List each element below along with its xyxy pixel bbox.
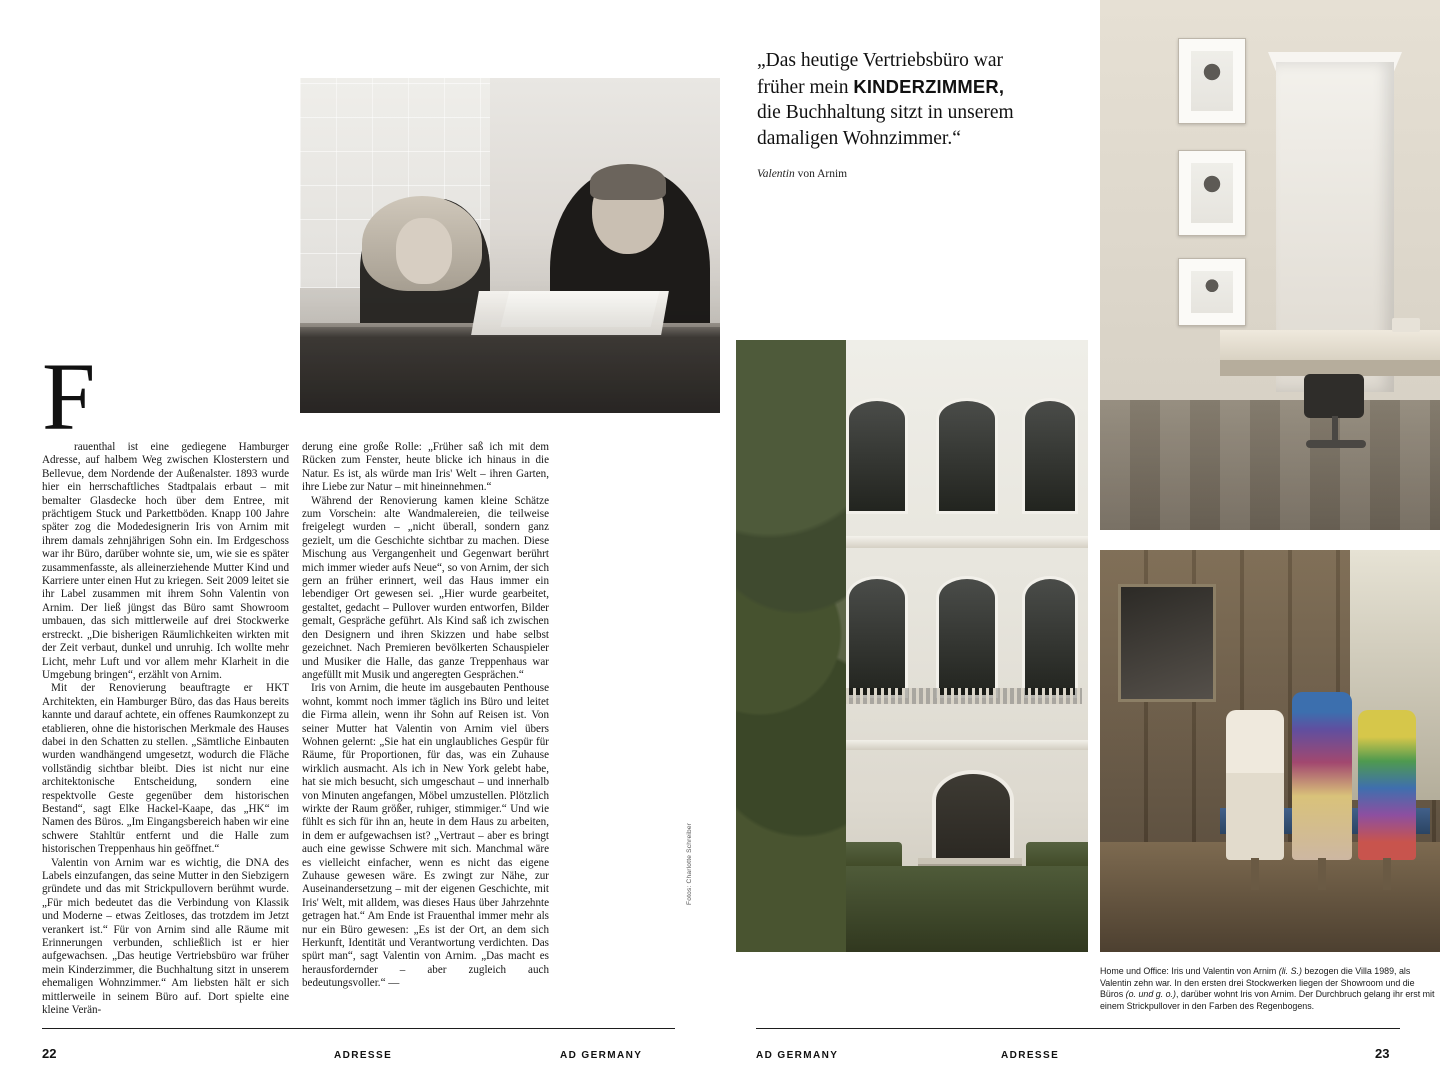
- paragraph: rauenthal ist eine gediegene Hamburger Adresse, auf halbem Weg zwischen Klosterstern und Bellevue, dem Nordende der Außenalster. 1893 wurde hier ein herrschaftliches Stadtpalais erbaut – mit bemalter Glasdecke hoch über dem Entree, mit prächtigem Stuck und Parkettböden. Knapp 100 Jahre später zog die Modedesignerin Iris von Arnim mit ihrem damals zehnjährigen Sohn ein. Im Erdgeschoss war ihr Büro, darüber wohnte sie, um, wie sie es später zusammenfasste, als alleinerziehende Mutter Kind und Karriere unter einen Hut zu kriegen. Seit 2009 leitet sie ihr Label zusammen mit ihrem Sohn Valentin von Arnim. Der ließ jüngst das Büro samt Showroom umbauen, das sich mittlerweile auf drei Stockwerke erstreckt. „Die bisherigen Räumlichkeiten wirkten mit der Zeit verbaut, dunkel und unruhig. Ich wollte mehr Licht, mehr Luft und vor allem mehr Klarheit in die Umgebung bringen“, erzählt von Arnim.: [42, 441, 289, 681]
- chair-base: [1306, 440, 1366, 448]
- right-page-number: 23: [1375, 1046, 1390, 1061]
- paragraph: Mit der Renovierung beauftragte er HKT Architekten, ein Hamburger Büro, das das Haus bereits kannte und darauf achtete, ein offenes Raumkonzept zu etablieren, ohne die historischen Merkmale des Hauses dabei in den Schatten zu stellen. „Sämtliche Einbauten wurden wandhängend umgesetzt, wodurch die Fläche vollständig sichtbar bleibt. Dies ist nicht nur eine architektonische Entscheidung, sondern eine respektvolle Geste gegenüber dem historischen Bestand“, sagt Elke Hackel-Kaape, das „HK“ im Namen des Büros. „Im Eingangsbereich haben wir eine schwere Stahltür entfernt und die Halle zum historischen Treppenhaus hin geöffnet.“: [42, 682, 289, 856]
- pull-quote-line-1: „Das heutige Vertriebsbüro war: [757, 50, 1004, 71]
- mannequin-sweater-striped: [1358, 710, 1416, 860]
- mannequin-sweater-rainbow: [1292, 692, 1352, 860]
- showroom-painting: [1118, 584, 1216, 702]
- framed-artwork: [1178, 258, 1246, 326]
- caption-mid-1: bezogen die Villa 1989, als Valentin zehn war. In den ersten drei Stockwerken liegen der Showroom und die Büros: [1100, 966, 1415, 1000]
- office-photo: [1100, 0, 1440, 530]
- chair-stem: [1332, 416, 1338, 442]
- villa-facade-photo: [736, 340, 1088, 952]
- pull-quote-attribution: [757, 168, 847, 180]
- artwork-image: [1191, 51, 1233, 111]
- drop-cap: F: [42, 343, 96, 450]
- paragraph: Iris von Arnim, die heute im ausgebauten Penthouse wohnt, kommt noch immer täglich ins Büro und leitet die Firma allein, wenn ihr Sohn auf Reisen ist. Von seiner Mutter hat Valentin von Arnim viel übers Wohnen gelernt: „Sie hat ein unglaubliches Gespür für Räume, für Proportionen, für das, was ein Zuhause wirklich ausmacht. Als ich in New York gelebt habe, hat sie mich besucht, sich umgeschaut – und innerhalb von Minuten angefangen, Möbel umzustellen. Plötzlich wirkte der Raum größer, ruhiger, stimmiger.“ Und wie fühlt es sich für ihn an, heute in dem Haus zu arbeiten, in dem er aufgewachsen ist? „Vertraut – aber es bringt auch eine gewisse Schwere mit sich. Manchmal wäre es vielleicht einfacher, wenn es nicht das eigene Zuhause gewesen wäre. Es zwingt zur Nähe, zur Auseinandersetzung – mit der eigenen Geschichte, mit Iris' Welt, mit alldem, was dieses Haus über Jahrzehnte getragen hat.“ Am Ende ist Frauenthal immer mehr als nur ein Büro gewesen: „Es ist der Ort, an dem sich Herkunft, Identität und Verantwortung verdichten. Das spürt man“, sagt Valentin von Arnim. „Das macht es herausfordernder – aber zugleich auch bedeutungsvoller.“ —: [302, 682, 549, 990]
- attribution-last-name: von Arnim: [794, 168, 848, 180]
- photo-hair-left: [362, 196, 482, 291]
- framed-artwork: [1178, 38, 1246, 124]
- facade-balcony: [832, 688, 1082, 704]
- meeting-table: [1220, 330, 1440, 360]
- facade-window: [846, 576, 908, 698]
- showroom-photo: [1100, 550, 1440, 952]
- photo-papers-top: [501, 291, 660, 327]
- garden-trees: [736, 340, 846, 952]
- photo-tiles: [300, 78, 490, 288]
- pull-quote-line-3: die Buchhaltung sitzt in unserem: [757, 102, 1014, 123]
- paragraph: Während der Renovierung kamen kleine Schätze zum Vorschein: alte Wandmalereien, die teilweise freigelegt wurden – „nicht überall, sondern ganz gezielt, um die Geschichte sichtbar zu machen. Diese Mischung aus Vergangenheit und Gegenwart berührt mich immer wieder aufs Neue“, so von Arnim, der sich gern an früher erinnert, weil das Haus immer ein lebendiger Ort gewesen sei. „Hier wurde gearbeitet, gestaltet, gedacht – Pullover wurden entworfen, Bilder gemalt, Gespräche geführt. Als Kind saß ich zwischen den Designern und ihren Skizzen und habe selbst gezeichnet. Nach Premieren bevölkerten Schauspieler und Musiker die Halle, das ganze Treppenhaus war angefüllt mit Musik und angeregten Gesprächen.“: [302, 494, 549, 681]
- photo-caption: [1100, 966, 1440, 1012]
- mannequin-stand: [1383, 858, 1391, 890]
- photo-tabletop: [300, 323, 720, 343]
- left-footer-rule: [42, 1028, 675, 1029]
- facade-window: [936, 398, 998, 514]
- left-page-number: 22: [42, 1046, 57, 1061]
- left-footer-magazine: AD GERMANY: [560, 1050, 643, 1061]
- pull-quote-highlight: KINDERZIMMER,: [853, 75, 1005, 97]
- caption-lead: Home und Office: Iris und Valentin von Arnim: [1100, 966, 1279, 976]
- paragraph: derung eine große Rolle: „Früher saß ich mit dem Rücken zum Fenster, heute blicke ich hinaus in die Natur. Es ist, als würde man Iris' Welt – ihren Garten, ihre Liebe zur Natur – mit hineinnehmen.“: [302, 441, 549, 494]
- pull-quote-line-2-pre: früher mein: [757, 76, 854, 98]
- facade-window: [1022, 398, 1078, 514]
- framed-artwork: [1178, 150, 1246, 236]
- paragraph: Valentin von Arnim war es wichtig, die DNA des Labels einzufangen, das seine Mutter in den Siebzigern gründete und das mit Strickpullovern berühmt wurde. „Für mich bedeutet das die Verbindung von Klassik und Moderne – etwas Zeitloses, das trotzdem im Jetzt verankert ist.“ Für von Arnim sind alle Räume mit Erinnerungen verbunden, schließlich ist er hier aufgewachsen. „Das heutige Vertriebsbüro war früher mein Kinderzimmer, die Buchhaltung sitzt in unserem ehemaligen Wohnzimmer.“ Am liebsten hält er sich mittlerweile in seinem Büro auf. Dort spielte eine kleine Verän-: [42, 856, 289, 1017]
- photo-hair-right: [590, 164, 666, 200]
- pull-quote-line-4: damaligen Wohnzimmer.“: [757, 127, 961, 149]
- artwork-image: [1191, 271, 1233, 313]
- facade-window: [846, 398, 908, 514]
- caption-ref-2: (o. und g. o.): [1125, 989, 1176, 1000]
- chair-back: [1304, 374, 1364, 418]
- photo-table: [300, 327, 720, 413]
- caption-mid-2: , darüber wohnt Iris von Arnim. Der Durchbruch gelang ihr erst mit einem Strickpullover in den Farben des Regenbogens.: [1100, 989, 1435, 1011]
- right-footer-magazine: AD GERMANY: [756, 1050, 839, 1061]
- photo-face-left: [396, 218, 452, 284]
- body-column-1: [42, 441, 289, 1017]
- right-footer-rule: [756, 1028, 1400, 1029]
- facade-window: [936, 576, 998, 698]
- attribution-first-name: Valentin: [757, 168, 795, 180]
- photo-wall: [300, 78, 720, 413]
- mannequin-stand: [1318, 858, 1326, 890]
- mannequin-sweater-cream: [1226, 710, 1284, 860]
- interview-photo: [300, 78, 720, 413]
- photo-papers: [471, 291, 669, 335]
- photo-credit: Fotos: Charlotte Schreiber: [686, 822, 693, 905]
- caption-ref-1: (li. S.): [1278, 966, 1302, 976]
- pull-quote: [757, 48, 1097, 151]
- desk-object: [1392, 318, 1420, 332]
- office-floor: [1100, 400, 1440, 530]
- mannequin-stand: [1251, 858, 1259, 890]
- photo-face-right: [592, 170, 664, 254]
- photo-person-left: [360, 198, 490, 368]
- facade-window: [1022, 576, 1078, 698]
- artwork-image: [1191, 163, 1233, 223]
- right-footer-section: ADRESSE: [1001, 1050, 1060, 1061]
- photo-person-right: [550, 168, 710, 378]
- body-column-2: [302, 441, 549, 991]
- office-chair: [1296, 374, 1374, 458]
- left-footer-section: ADRESSE: [334, 1050, 393, 1061]
